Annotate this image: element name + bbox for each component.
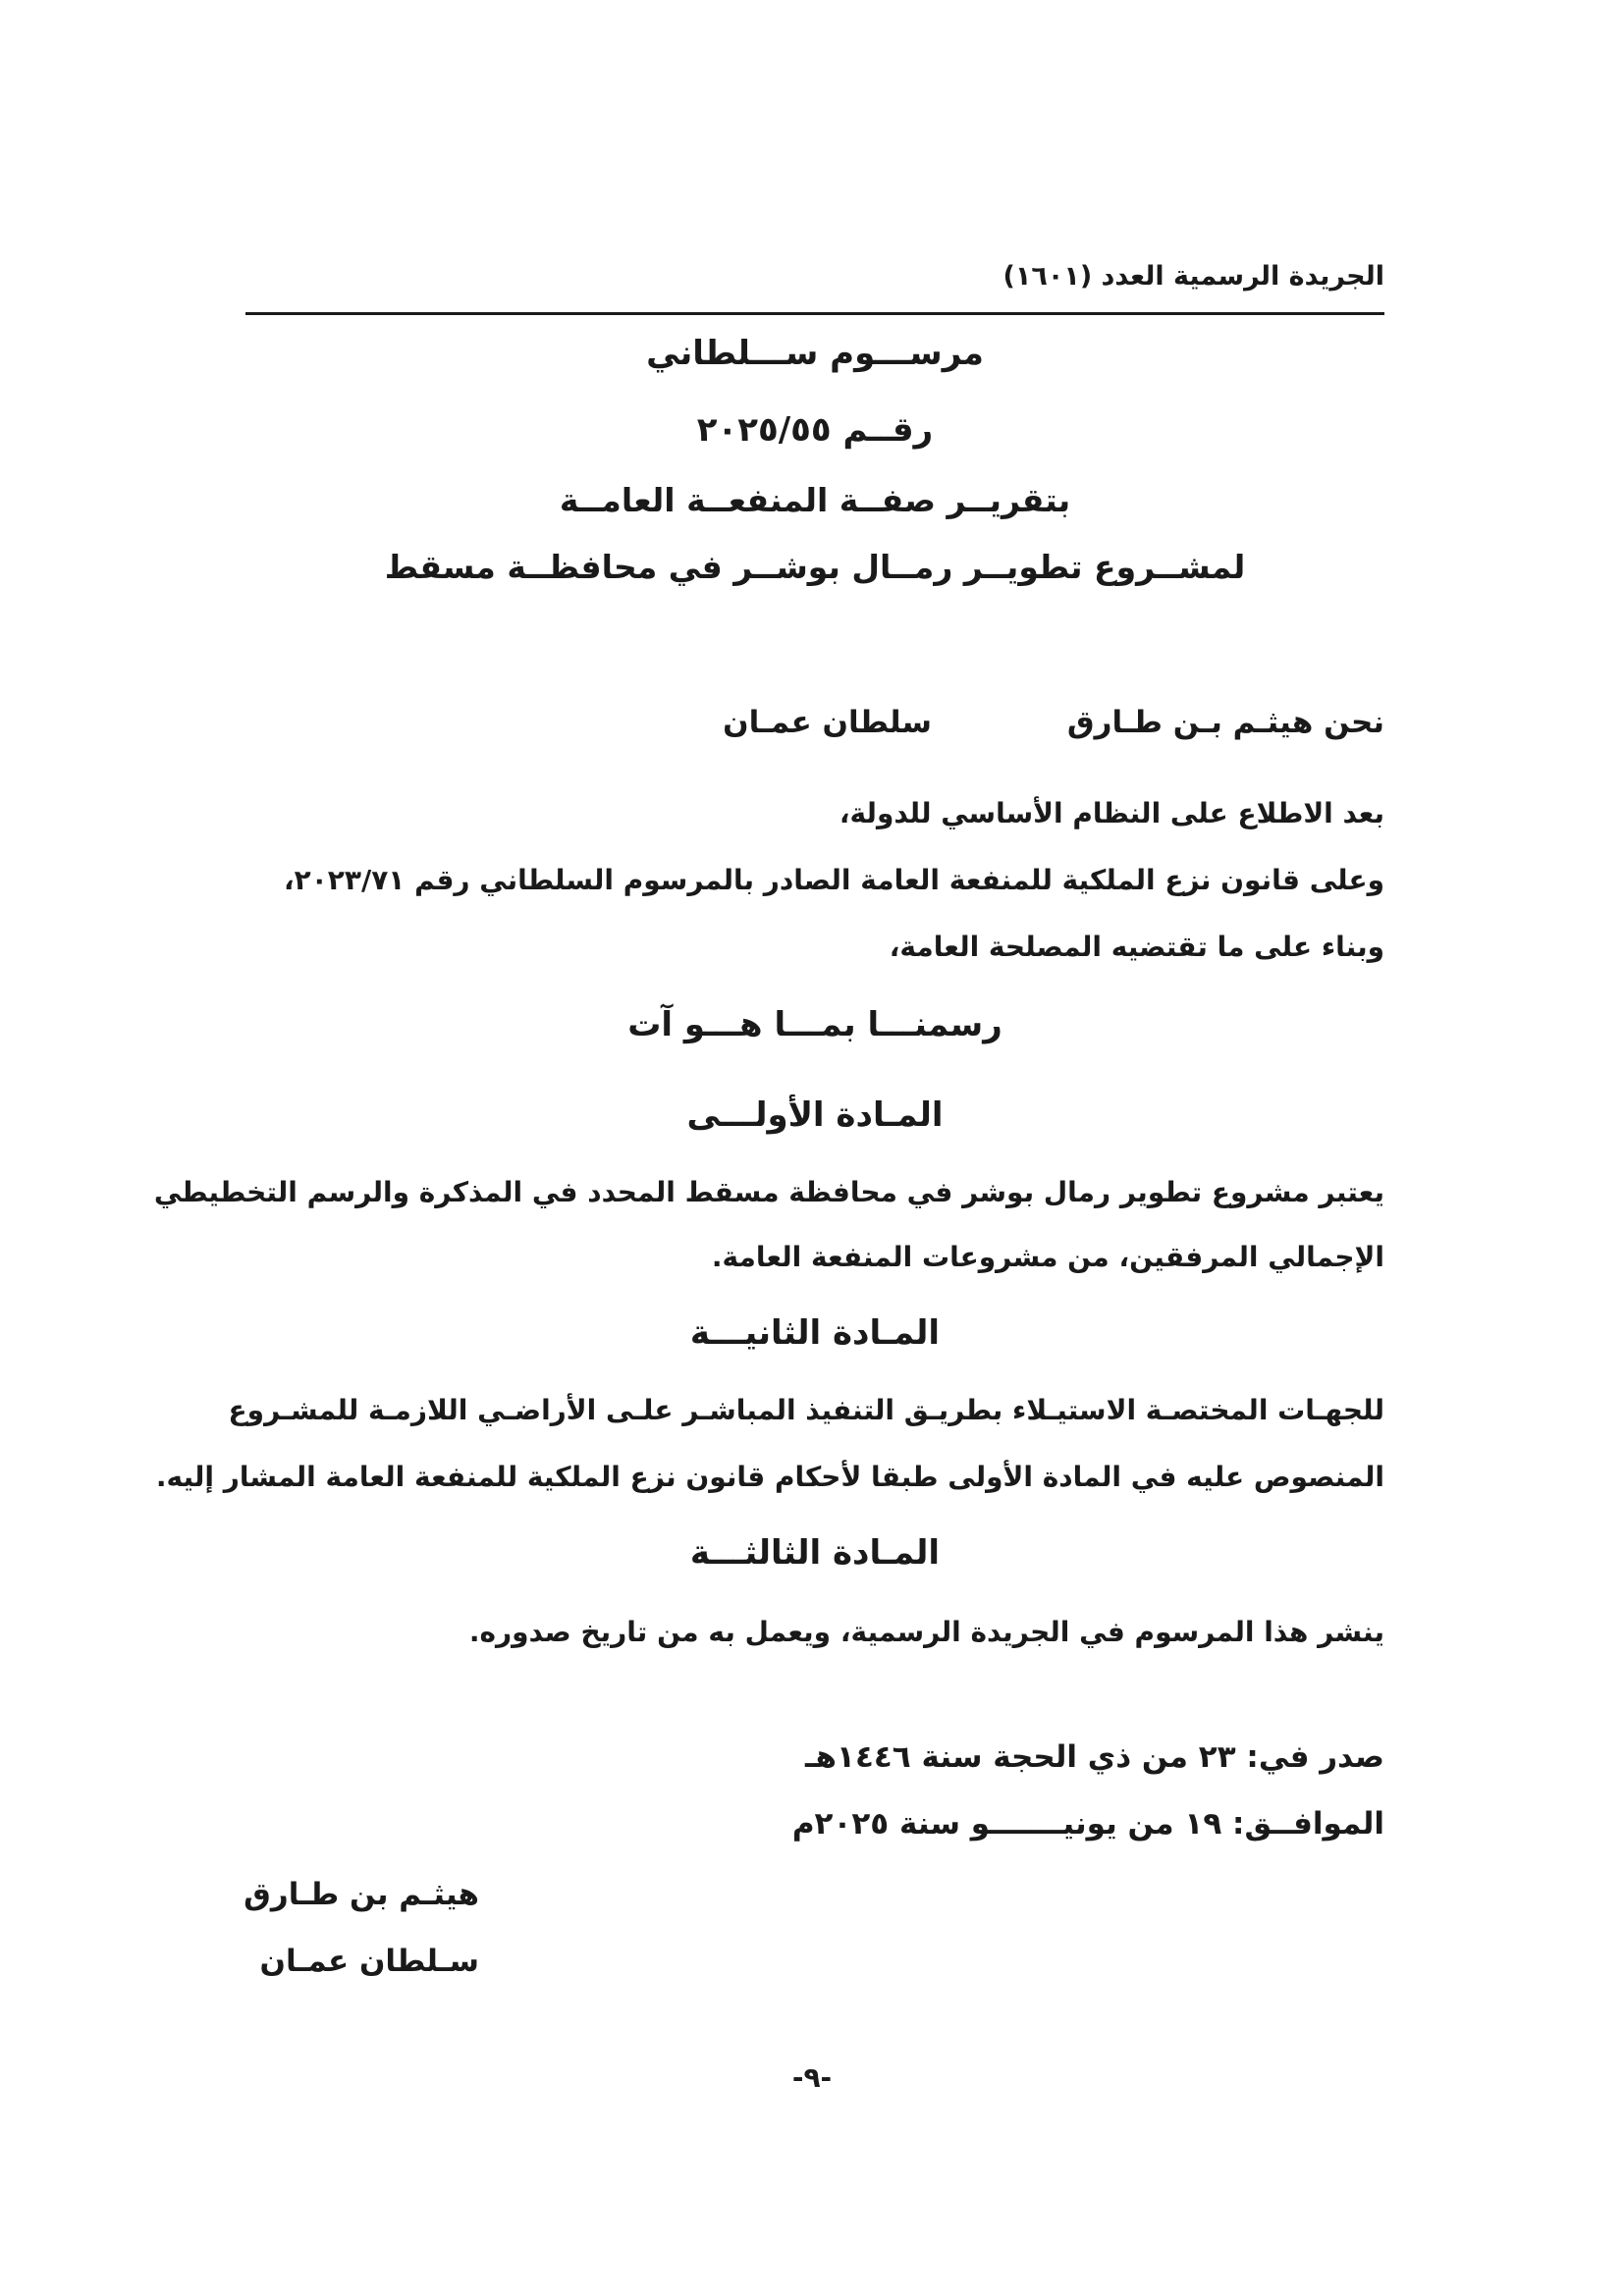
page-number: -٩- [791,2061,833,2094]
signature-name: هيثـم بن طـارق [244,1877,479,1912]
gazette-header-text: الجريدة الرسمية العدد (١٦٠١) [1002,261,1384,292]
article-2-line1: للجهـات المختصـة الاستيـلاء بطريـق التنفيذ المباشـر علـى الأراضـي اللازمـة للمشـروع [228,1394,1384,1426]
preamble-line: وعلى قانون نزع الملكية للمنفعة العامة الصادر بالمرسوم السلطاني رقم ٢٠٢٣/٧١، [283,864,1384,896]
issue-date-hijri: صدر في: ٢٣ من ذي الحجة سنة ١٤٤٦هـ [804,1739,1384,1775]
signature-title: سـلطان عمـان [259,1944,479,1979]
article-2-heading: المـادة الثانيـــة [689,1313,941,1353]
article-1-line1: يعتبر مشروع تطوير رمال بوشر في محافظة مسقط المحدد في المذكرة والرسم التخطيطي [153,1176,1384,1208]
article-1-line2: الإجمالي المرفقين، من مشروعات المنفعة العامة. [711,1241,1384,1273]
article-3-heading: المـادة الثالثـــة [689,1533,941,1573]
preamble-line: وبناء على ما تقتضيه المصلحة العامة، [889,931,1384,963]
decree-subject-line2: لمشــروع تطويــر رمــال بوشــر في محافظــة مسقط [384,548,1246,586]
article-1-heading: المـادة الأولـــى [686,1095,944,1135]
decree-subject-line1: بتقريــر صفــة المنفعــة العامــة [559,481,1071,519]
issuer-name: نحن هيثـم بـن طـارق [1066,705,1384,740]
decreed-heading: رسمنـــا بمـــا هـــو آت [627,1005,1002,1044]
decree-number: رقــم ٢٠٢٥/٥٥ [696,410,934,450]
issuer-title: سلطان عمـان [723,705,932,740]
article-2-line2: المنصوص عليه في المادة الأولى طبقا لأحكام قانون نزع الملكية للمنفعة العامة المشار إليه. [155,1461,1384,1493]
article-3-line1: ينشر هذا المرسوم في الجريدة الرسمية، ويعمل به من تاريخ صدوره. [468,1616,1384,1648]
decree-title: مرســـوم ســـلطاني [646,334,984,373]
preamble-line: بعد الاطلاع على النظام الأساسي للدولة، [839,797,1384,829]
page-header [245,257,1384,315]
issue-date-gregorian: الموافــق: ١٩ من يونيـــــــو سنة ٢٠٢٥م [791,1806,1384,1842]
